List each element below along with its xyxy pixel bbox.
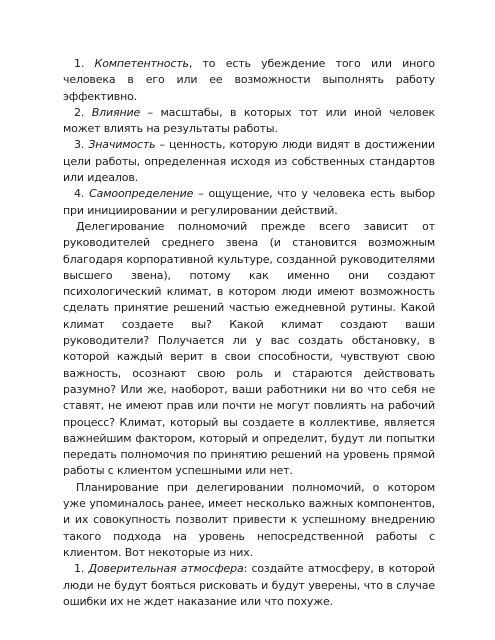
item-number: 3.	[74, 138, 85, 152]
term-significance: Значимость	[88, 138, 156, 152]
item-number: 4.	[74, 187, 85, 201]
item-number: 2.	[74, 105, 85, 119]
item-number: 1.	[74, 57, 85, 70]
document-page	[63, 56, 435, 610]
body-paragraph-delegation: Делегирование полномочий прежде всего зависит от руководителей среднего звена (и становится возможным благодаря корпоративной культуре, созданной руководителями высшего звена), потому как именно они создают психологический климат, в котором люди имеют возможность сделать принятие решений частью ежедневной рутины. Какой климат создаете вы? Какой климат создают ваши руководители? Получается ли у вас создать обстановку, в которой каждый верит в свои способности, чувствуют свою важность, осознают свою роль и стараются действовать разумно? Или же, наоборот, ваши работники ни во что себя не ставят, не имеют прав или почти не могут повлиять на рабочий процесс? Климат, который вы создаете в коллективе, является важнейшим фактором, который и определит, будут ли попытки передать полномочия по принятию решений на уровень прямой работы с клиентом успешными или нет.	[63, 219, 435, 478]
item-text: , то есть убеждение того или иного человека в его или ее возможности выполнять работу эффективно.	[63, 57, 435, 103]
item-text: : создайте атмосферу, в которой люди не будут бояться рисковать и будут уверены, что в случае ошибки их не ждет наказание или что похуже.	[63, 562, 435, 608]
term-influence: Влияние	[91, 105, 141, 119]
term-trust-atmosphere: Доверительная атмосфера	[88, 562, 244, 576]
item-text: – ценность, которую люди видят в достижении цели работы, определенная исходя из собственных стандартов или идеалов.	[63, 138, 435, 185]
body-paragraph-planning: Планирование при делегировании полномочий, о котором уже упоминалось ранее, имеет несколько важных компонентов, и их совокупность позволит привести к успешному внедрению такого подхода на уровень непосредственной работы с клиентом. Вот некоторые из них.	[63, 480, 435, 559]
term-competence: Компетентность	[94, 57, 189, 70]
item-text: – масштабы, в которых тот или иной человек может влиять на результаты работы.	[63, 105, 435, 136]
list-item-self-determination	[63, 186, 435, 219]
list-item-competence	[63, 56, 435, 105]
term-self-determination: Самоопределение	[89, 187, 194, 201]
list-item-influence	[63, 105, 435, 138]
item-text: – ощущение, что у человека есть выбор при инициировании и регулировании действий.	[63, 187, 435, 217]
item-number: 1.	[74, 562, 85, 576]
list-item-significance	[63, 137, 435, 186]
list-item-trust-atmosphere	[63, 561, 435, 610]
